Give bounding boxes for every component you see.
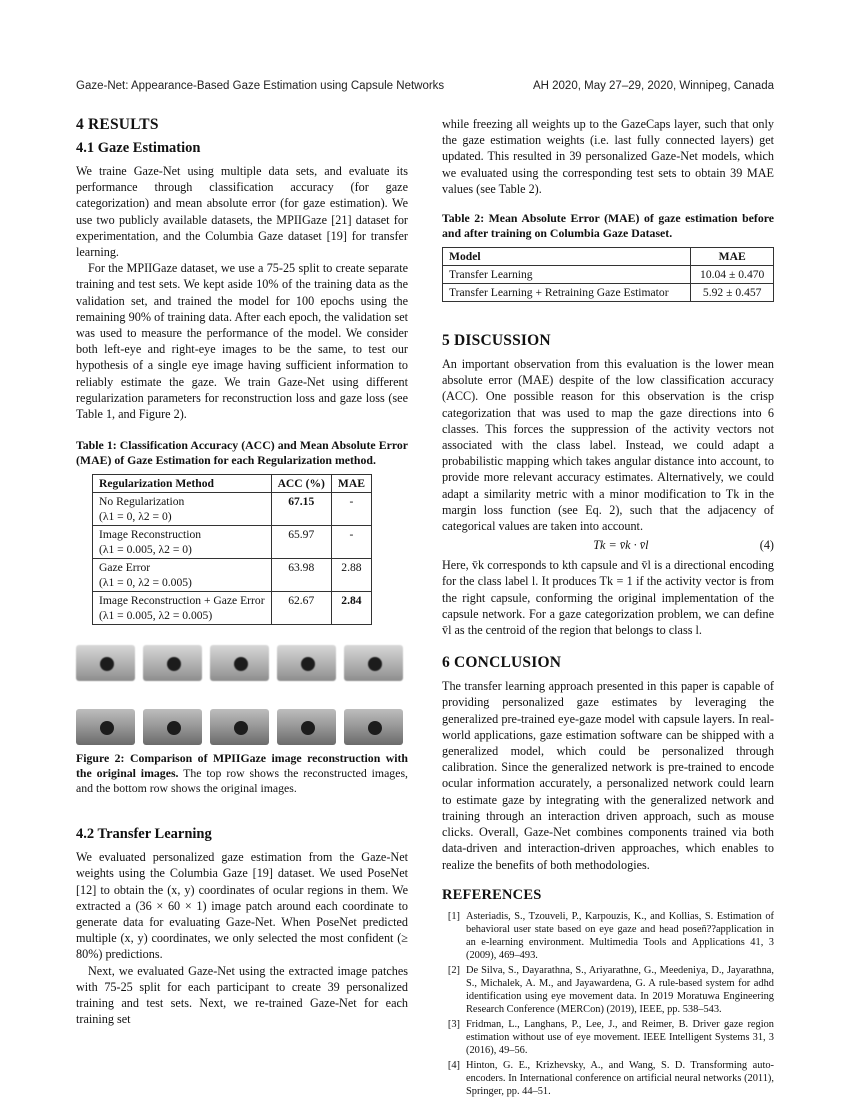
- paragraph: We traine Gaze-Net using multiple data sets, and evaluate its performance through classification accuracy (for gaze categorization) and mean absolute error (for gaze estimation). We use two publicly available datasets, the MPIIGaze [21] dataset for experimentation, and the Columbia Gaze dataset [19] for transfer learning.: [76, 164, 408, 260]
- table-header-row: [443, 248, 774, 266]
- table-cell: Gaze Error (λ1 = 0, λ2 = 0.005): [93, 559, 272, 592]
- paragraph: An important observation from this evaluation is the lower mean absolute error (MAE) despite of the low classification accuracy (ACC). One possible reason for this observation is the crisp categorization that was used to map the gaze directions into 6 classes. This forces the suppression of the activity vectors not associated with the class label. Instead, we could adapt a probabilistic mapping which takes angular distance into account, to provide more relevant accuracy estimates. Alternatively, we could adapt a similarity metric with a minor modification to Tk in the margin loss function (see Eq. 2), such that the adjacency of categorical values are taken into account.: [442, 357, 774, 534]
- table-header-cell: Regularization Method: [93, 475, 272, 493]
- table-header-cell: MAE: [691, 248, 774, 266]
- table-header-row: [93, 475, 372, 493]
- table-cell: -: [331, 493, 371, 526]
- reference-list: [442, 910, 774, 1098]
- table-row: [93, 559, 372, 592]
- table-cell: No Regularization (λ1 = 0, λ2 = 0): [93, 493, 272, 526]
- equation-number: (4): [759, 538, 774, 553]
- table-cell: -: [331, 526, 371, 559]
- reference-item: [1] Asteriadis, S., Tzouveli, P., Karpouzis, K., and Kollias, S. Estimation of behavioral user state based on eye gaze and head poseñ??application in an e-learning environment. Multimedia Tools and Applications 41, 3 (2009), 469–493.: [447, 910, 774, 961]
- eye-image: [143, 709, 202, 745]
- eye-image: [76, 645, 135, 681]
- section-5-title: 5 DISCUSSION: [442, 332, 551, 350]
- table1: [92, 474, 372, 625]
- figure2-original-row: [76, 709, 408, 745]
- paragraph: For the MPIIGaze dataset, we use a 75-25 split to create separate training and test sets. We kept aside 10% of the training data as the validation set, and trained the model for 100 epochs using the remaining 90% of training data. After each epoch, the validation set was used to measure the performance of the model. We consider both left-eye and right-eye images to be the same, to test our hypothesis of a single eye image having sufficient information to reliably estimate the gaze. We train Gaze-Net using different regularization parameters for reconstruction loss and gaze loss (see Table 1, and Figure 2).: [76, 261, 408, 422]
- table-cell: 10.04 ± 0.470: [691, 266, 774, 284]
- reference-item: [2] De Silva, S., Dayarathna, S., Ariyarathne, G., Meedeniya, D., Jayarathna, S., Michalek, A. M., and Jayawardena, G. A rule-based system for adhd identification using eye movement data. In 2019 Moratuwa Engineering Research Conference (MERCon) (2019), IEEE, pp. 538–543.: [447, 964, 774, 1015]
- eye-image: [143, 645, 202, 681]
- table1-caption: Table 1: Classification Accuracy (ACC) and Mean Absolute Error (MAE) of Gaze Estimation for each Regularization method.: [76, 438, 408, 468]
- eye-image: [277, 709, 336, 745]
- eye-image: [210, 645, 269, 681]
- table-cell: 67.15: [271, 493, 331, 526]
- table-row: [93, 493, 372, 526]
- table2: [442, 247, 774, 302]
- equation-body: Tk = v̄k · v̄l: [593, 538, 649, 553]
- eye-image: [210, 709, 269, 745]
- table-header-cell: ACC (%): [271, 475, 331, 493]
- reference-item: [4] Hinton, G. E., Krizhevsky, A., and Wang, S. D. Transforming auto-encoders. In International conference on artificial neural networks (2011), Springer, pp. 44–51.: [447, 1059, 774, 1097]
- table-cell: Image Reconstruction (λ1 = 0.005, λ2 = 0): [93, 526, 272, 559]
- paragraph: Next, we evaluated Gaze-Net using the extracted image patches with 75-25 split for each participant to create 39 personalized training and test sets. Next, we re-trained Gaze-Net for each training set: [76, 963, 408, 1027]
- eye-image: [76, 709, 135, 745]
- right-column: [442, 116, 774, 1100]
- eye-image: [344, 645, 403, 681]
- table-cell: 63.98: [271, 559, 331, 592]
- table-cell: 2.84: [331, 592, 371, 625]
- reference-item: [3] Fridman, L., Langhans, P., Lee, J., and Reimer, B. Driver gaze region estimation without use of eye movement. IEEE Intelligent Systems 31, 3 (2016), 49–56.: [447, 1018, 774, 1056]
- paragraph: The transfer learning approach presented in this paper is capable of providing personalized gaze estimates by leveraging the generalized pre-trained eye-gaze model with capsule layers. In real-world applications, gaze estimation software can be shipped with a generalized model, which could be personalized through calibration. Since the generalized network is pre-trained to encode ocular information accurately, a personalized network could learn to estimate gaze by integrating with the generalized network and training through an interaction driven approach, such as mouse clicks. Overall, Gaze-Net combines components trained via both data-driven and interaction-driven approaches, which enables to realize the benefits of both methodologies.: [442, 679, 774, 872]
- table-cell: 65.97: [271, 526, 331, 559]
- table-header-cell: MAE: [331, 475, 371, 493]
- subsection-4-1-title: 4.1 Gaze Estimation: [76, 140, 201, 156]
- paragraph: We evaluated personalized gaze estimation from the Gaze-Net weights using the Columbia Gaze [19] dataset. We used PoseNet [12] to obtain the (x, y) coordinates of ocular regions in them. We extracted a (36 × 60 × 1) image patch around each coordinate to generate data for evaluating Gaze-Net. When PoseNet predicted multiple (x, y) coordinates, we only selected the most confident (≥ 80%) predictions.: [76, 850, 408, 962]
- table-cell: Transfer Learning + Retraining Gaze Estimator: [443, 284, 691, 302]
- paragraph: Here, v̄k corresponds to kth capsule and v̄l is a directional encoding for the class label l. It produces Tk = 1 if the activity vector is from the right capsule, conforming the original implementation of the capsule network. For a gaze categorization problem, we can define v̄l as the centroid of the region that belongs to class l.: [442, 558, 774, 638]
- figure2-reconstructed-row: [76, 645, 408, 681]
- running-header-title: Gaze-Net: Appearance-Based Gaze Estimation using Capsule Networks: [76, 80, 445, 92]
- table-cell: Image Reconstruction + Gaze Error (λ1 = 0.005, λ2 = 0.005): [93, 592, 272, 625]
- left-column: [76, 116, 408, 1027]
- table-row: [93, 592, 372, 625]
- table-row: [93, 526, 372, 559]
- table-row: [443, 284, 774, 302]
- table-header-cell: Model: [443, 248, 691, 266]
- table-cell: 2.88: [331, 559, 371, 592]
- figure2-caption: Figure 2: Comparison of MPIIGaze image reconstruction with the original images. The top row shows the reconstructed images, and the bottom row shows the original images.: [76, 751, 408, 796]
- equation-4: [442, 538, 774, 553]
- paragraph: while freezing all weights up to the GazeCaps layer, such that only the gaze estimation weights (i.e. last fully connected layers) get updated. This resulted in 39 personalized Gaze-Net models, which we evaluated using the corresponding test sets to obtain 39 MAE values (see Table 2).: [442, 117, 774, 196]
- subsection-4-2-title: 4.2 Transfer Learning: [76, 826, 212, 843]
- table2-caption: Table 2: Mean Absolute Error (MAE) of gaze estimation before and after training on Columbia Gaze Dataset.: [442, 211, 774, 241]
- section-4-title: 4 RESULTS: [76, 116, 159, 133]
- eye-image: [277, 645, 336, 681]
- eye-image: [344, 709, 403, 745]
- running-header-venue: AH 2020, May 27–29, 2020, Winnipeg, Canada: [532, 80, 774, 92]
- table-row: [443, 266, 774, 284]
- references-title: REFERENCES: [442, 886, 542, 903]
- section-6-title: 6 CONCLUSION: [442, 654, 562, 672]
- table-cell: 62.67: [271, 592, 331, 625]
- table-cell: 5.92 ± 0.457: [691, 284, 774, 302]
- table-cell: Transfer Learning: [443, 266, 691, 284]
